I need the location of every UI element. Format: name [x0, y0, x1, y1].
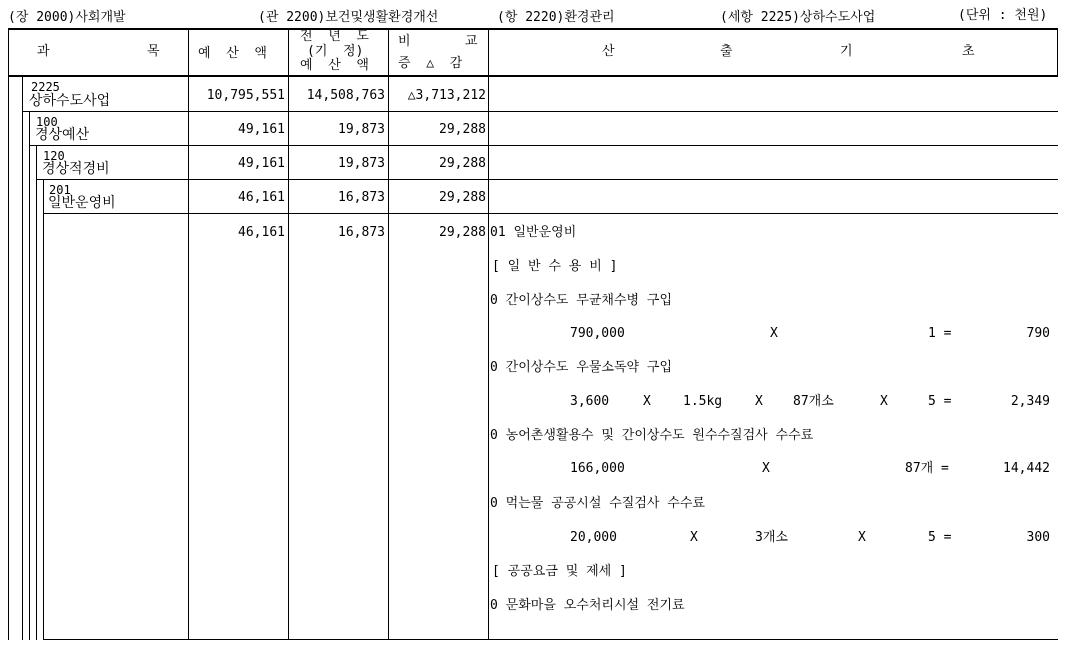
row-budget: 49,161 — [238, 122, 285, 137]
row-budget: 10,795,551 — [206, 88, 285, 103]
row-rule — [22, 111, 1058, 112]
calc-value: 5 = — [928, 530, 952, 545]
gwan-label: (관 2200)보건및생활환경개선 — [258, 10, 439, 25]
hierarchy-line — [8, 77, 9, 640]
column-divider — [288, 77, 289, 640]
hierarchy-line — [43, 180, 44, 640]
row-rule — [29, 145, 1058, 146]
basis-line: [ 일 반 수 용 비 ] — [492, 259, 618, 274]
header-prev-l1: 전 년 도 — [300, 29, 369, 44]
hierarchy-line — [36, 146, 37, 640]
header-compare-b: 교 — [465, 34, 478, 49]
row-name: 일반운영비 — [48, 195, 116, 211]
calc-result: 14,442 — [1003, 461, 1050, 476]
row-diff: 29,288 — [439, 156, 486, 171]
header-subject-a: 과 — [37, 44, 50, 59]
calc-value: 3개소 — [755, 530, 788, 545]
calc-operator: X — [770, 326, 778, 341]
basis-line: 01 일반운영비 — [490, 225, 577, 240]
row-diff: 29,288 — [439, 190, 486, 205]
calc-value: 5 = — [928, 394, 952, 409]
calc-value: 87개소 — [793, 394, 834, 409]
calc-value: 87개 = — [905, 461, 949, 476]
sehang-label: (세항 2225)상하수도사업 — [720, 10, 876, 25]
calc-result: 2,349 — [1010, 394, 1050, 409]
row-code: 120 — [43, 149, 65, 163]
header-divider — [8, 28, 9, 77]
table-top-rule — [8, 28, 1058, 30]
calc-value: 1 = — [928, 326, 952, 341]
column-divider — [388, 77, 389, 640]
calc-value: 3,600 — [570, 394, 610, 409]
row-rule — [36, 179, 1058, 180]
calc-result: 300 — [1026, 530, 1050, 545]
header-divider — [488, 28, 489, 77]
calc-operator: X — [755, 394, 763, 409]
hierarchy-line — [29, 112, 30, 640]
hierarchy-line — [22, 77, 23, 640]
calc-value: 790,000 — [570, 326, 625, 341]
row-name: 경상적경비 — [42, 161, 110, 177]
unit-label: (단위 : 천원) — [958, 8, 1048, 23]
header-bottom-rule — [8, 75, 1058, 77]
table-bottom-rule — [43, 639, 1058, 640]
row-diff: △3,713,212 — [407, 88, 486, 103]
row-budget: 49,161 — [238, 156, 285, 171]
row-prev: 16,873 — [338, 225, 385, 240]
header-prev-l3: 예 산 액 — [300, 58, 369, 73]
basis-line: [ 공공요금 및 제세 ] — [492, 564, 627, 579]
hang-label: (항 2220)환경관리 — [497, 10, 615, 25]
row-budget: 46,161 — [238, 225, 285, 240]
row-code: 2225 — [31, 80, 60, 94]
calc-result: 790 — [1026, 326, 1050, 341]
jang-label: (장 2000)사회개발 — [8, 10, 126, 25]
header-prev-l2: (기 정) — [307, 44, 364, 59]
row-code: 201 — [49, 183, 71, 197]
row-diff: 29,288 — [439, 225, 486, 240]
column-divider — [188, 77, 189, 640]
header-compare-l2: 증 △ 감 — [398, 56, 463, 71]
header-divider — [288, 28, 289, 77]
calc-operator: X — [690, 530, 698, 545]
row-prev: 19,873 — [338, 156, 385, 171]
row-prev: 16,873 — [338, 190, 385, 205]
row-code: 100 — [36, 115, 58, 129]
row-name: 경상예산 — [35, 127, 90, 143]
row-rule — [43, 213, 1058, 214]
row-name: 상하수도사업 — [29, 93, 111, 109]
header-budget: 예 산 액 — [198, 46, 267, 61]
header-compare-a: 비 — [398, 34, 411, 49]
basis-line: 0 간이상수도 우물소독약 구입 — [490, 360, 673, 375]
calc-operator: X — [858, 530, 866, 545]
header-divider — [1057, 28, 1058, 77]
basis-line: 0 농어촌생활용수 및 간이상수도 원수수질검사 수수료 — [490, 428, 814, 443]
column-divider — [488, 77, 489, 640]
header-basis-d: 초 — [962, 44, 975, 59]
calc-value: 1.5kg — [683, 394, 723, 409]
row-prev: 14,508,763 — [306, 88, 385, 103]
header-basis-c: 기 — [840, 44, 853, 59]
basis-line: 0 먹는물 공공시설 수질검사 수수료 — [490, 496, 705, 511]
header-divider — [188, 28, 189, 77]
calc-value: 20,000 — [570, 530, 617, 545]
calc-operator: X — [880, 394, 888, 409]
row-prev: 19,873 — [338, 122, 385, 137]
header-basis-b: 출 — [720, 44, 733, 59]
row-budget: 46,161 — [238, 190, 285, 205]
calc-operator: X — [643, 394, 651, 409]
calc-operator: X — [762, 461, 770, 476]
header-divider — [388, 28, 389, 77]
calc-value: 166,000 — [570, 461, 625, 476]
basis-line: 0 간이상수도 무균채수병 구입 — [490, 293, 673, 308]
basis-line: 0 문화마을 오수처리시설 전기료 — [490, 598, 685, 613]
header-subject-b: 목 — [147, 44, 160, 59]
row-diff: 29,288 — [439, 122, 486, 137]
header-basis-a: 산 — [602, 44, 615, 59]
